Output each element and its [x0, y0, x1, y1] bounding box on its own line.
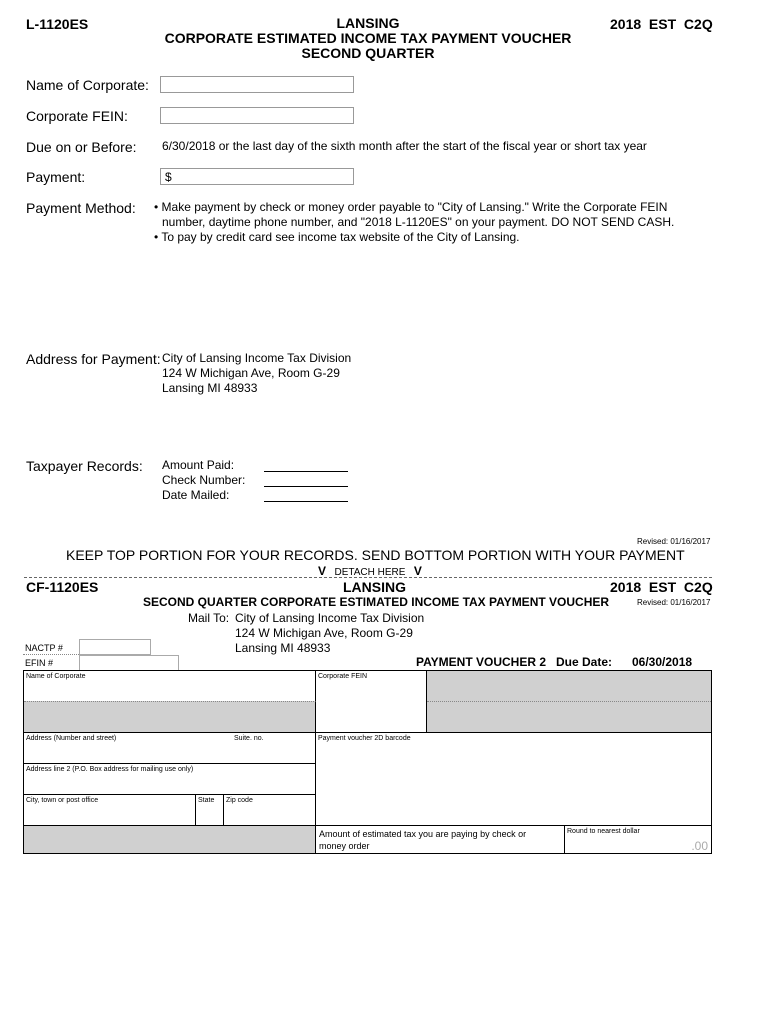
corporate-fein-label: Corporate FEIN: [318, 673, 368, 680]
mail-address-block: [235, 611, 424, 656]
form-code: 2018 EST C2Q: [610, 16, 713, 32]
detach-v-left: V: [318, 564, 327, 578]
nactp-label: NACTP #: [23, 639, 79, 655]
method-bullet-1-line-2: number, daytime phone number, and "2018 L-1120ES" on your payment. DO NOT SEND CASH.: [162, 215, 675, 229]
mail-address-line-2: 124 W Michigan Ave, Room G-29: [235, 626, 413, 640]
amount-paid-line[interactable]: [264, 471, 348, 472]
due-date-label: Due Date:: [556, 655, 613, 669]
efin-input[interactable]: [79, 655, 179, 671]
name-of-corporate-label: Name of Corporate: [26, 673, 86, 680]
revised-bottom: Revised: 01/16/2017: [637, 598, 711, 607]
mail-to-label: Mail To:: [188, 611, 230, 625]
dollar-sign: $: [165, 170, 172, 184]
keep-notice: KEEP TOP PORTION FOR YOUR RECORDS. SEND BOTTOM PORTION WITH YOUR PAYMENT: [66, 547, 685, 563]
revised-top: Revised: 01/16/2017: [637, 537, 711, 546]
address-line-3: Lansing MI 48933: [162, 381, 258, 395]
amount-label-cell: [316, 826, 565, 853]
payment-label: Payment:: [26, 169, 86, 185]
voucher-code: 2018 EST C2Q: [610, 579, 713, 595]
round-label: Round to nearest dollar: [567, 828, 640, 835]
city-title: LANSING: [336, 15, 400, 31]
city-label: City, town or post office: [26, 797, 99, 804]
detach-line: [24, 577, 712, 578]
address-line-1: City of Lansing Income Tax Division: [162, 351, 352, 365]
scan-area-divider: [427, 701, 711, 702]
method-bullet-2: • To pay by credit card see income tax website of the City of Lansing.: [154, 230, 520, 244]
address-line2-cell[interactable]: [24, 764, 316, 794]
due-text: 6/30/2018 or the last day of the sixth month after the start of the fiscal year or short tax year: [162, 139, 647, 153]
state-cell[interactable]: [196, 795, 224, 825]
form-subtitle: SECOND QUARTER: [301, 45, 435, 61]
address-line-2: 124 W Michigan Ave, Room G-29: [162, 366, 340, 380]
city-cell[interactable]: [24, 795, 196, 825]
name-label: Name of Corporate:: [26, 77, 149, 93]
detach-v-right: V: [413, 564, 422, 578]
method-bullet-1-line-1: • Make payment by check or money order payable to "City of Lansing." Write the Corporate FEIN: [154, 200, 668, 214]
address-line2-label: Address line 2 (P.O. Box address for mailing use only): [26, 766, 194, 773]
zip-cell[interactable]: [224, 795, 316, 825]
name-cell[interactable]: [24, 671, 316, 701]
amount-label-line-1: Amount of estimated tax you are paying by check or: [319, 829, 527, 839]
date-mailed-label: Date Mailed:: [162, 488, 230, 502]
address-street-label: Address (Number and street): [26, 735, 117, 742]
voucher-form-id: CF-1120ES: [26, 579, 99, 595]
mail-address-line-3: Lansing MI 48933: [235, 641, 331, 655]
payment-input[interactable]: [160, 168, 354, 185]
amount-shaded: [24, 826, 316, 853]
amount-paid-label: Amount Paid:: [162, 458, 235, 472]
amount-input[interactable]: [565, 826, 711, 853]
nactp-input[interactable]: [79, 639, 151, 655]
form-title: CORPORATE ESTIMATED INCOME TAX PAYMENT VOUCHER: [164, 30, 572, 46]
voucher-number: PAYMENT VOUCHER 2: [416, 655, 547, 669]
fein-input[interactable]: [160, 107, 354, 124]
due-date-value: 06/30/2018: [632, 655, 693, 669]
form-id: L-1120ES: [26, 16, 89, 32]
fein-label: Corporate FEIN:: [26, 108, 128, 124]
fein-cell[interactable]: [316, 671, 427, 732]
zip-label: Zip code: [226, 797, 253, 804]
cents-label: .00: [691, 839, 708, 853]
detach-text: DETACH HERE: [334, 567, 406, 578]
amount-label-line-2: money order: [319, 841, 370, 851]
name-line-2-shaded: [24, 701, 316, 732]
address-block: [162, 351, 351, 396]
date-mailed-line[interactable]: [264, 501, 348, 502]
barcode-label: Payment voucher 2D barcode: [318, 735, 411, 742]
voucher-title: SECOND QUARTER CORPORATE ESTIMATED INCOME TAX PAYMENT VOUCHER: [143, 595, 610, 609]
check-number-line[interactable]: [264, 486, 348, 487]
suite-label: Suite. no.: [234, 735, 264, 742]
method-label: Payment Method:: [26, 200, 136, 216]
name-input[interactable]: [160, 76, 354, 93]
efin-label: EFIN #: [25, 658, 54, 668]
mail-address-line-1: City of Lansing Income Tax Division: [235, 611, 425, 625]
address-street-cell[interactable]: [24, 733, 232, 763]
suite-cell[interactable]: [232, 733, 316, 763]
check-number-label: Check Number:: [162, 473, 246, 487]
barcode-cell: [316, 733, 711, 825]
records-label: Taxpayer Records:: [26, 458, 143, 474]
voucher-city: LANSING: [343, 579, 406, 595]
due-label: Due on or Before:: [26, 139, 137, 155]
state-label: State: [198, 797, 215, 804]
address-label: Address for Payment:: [26, 351, 161, 367]
